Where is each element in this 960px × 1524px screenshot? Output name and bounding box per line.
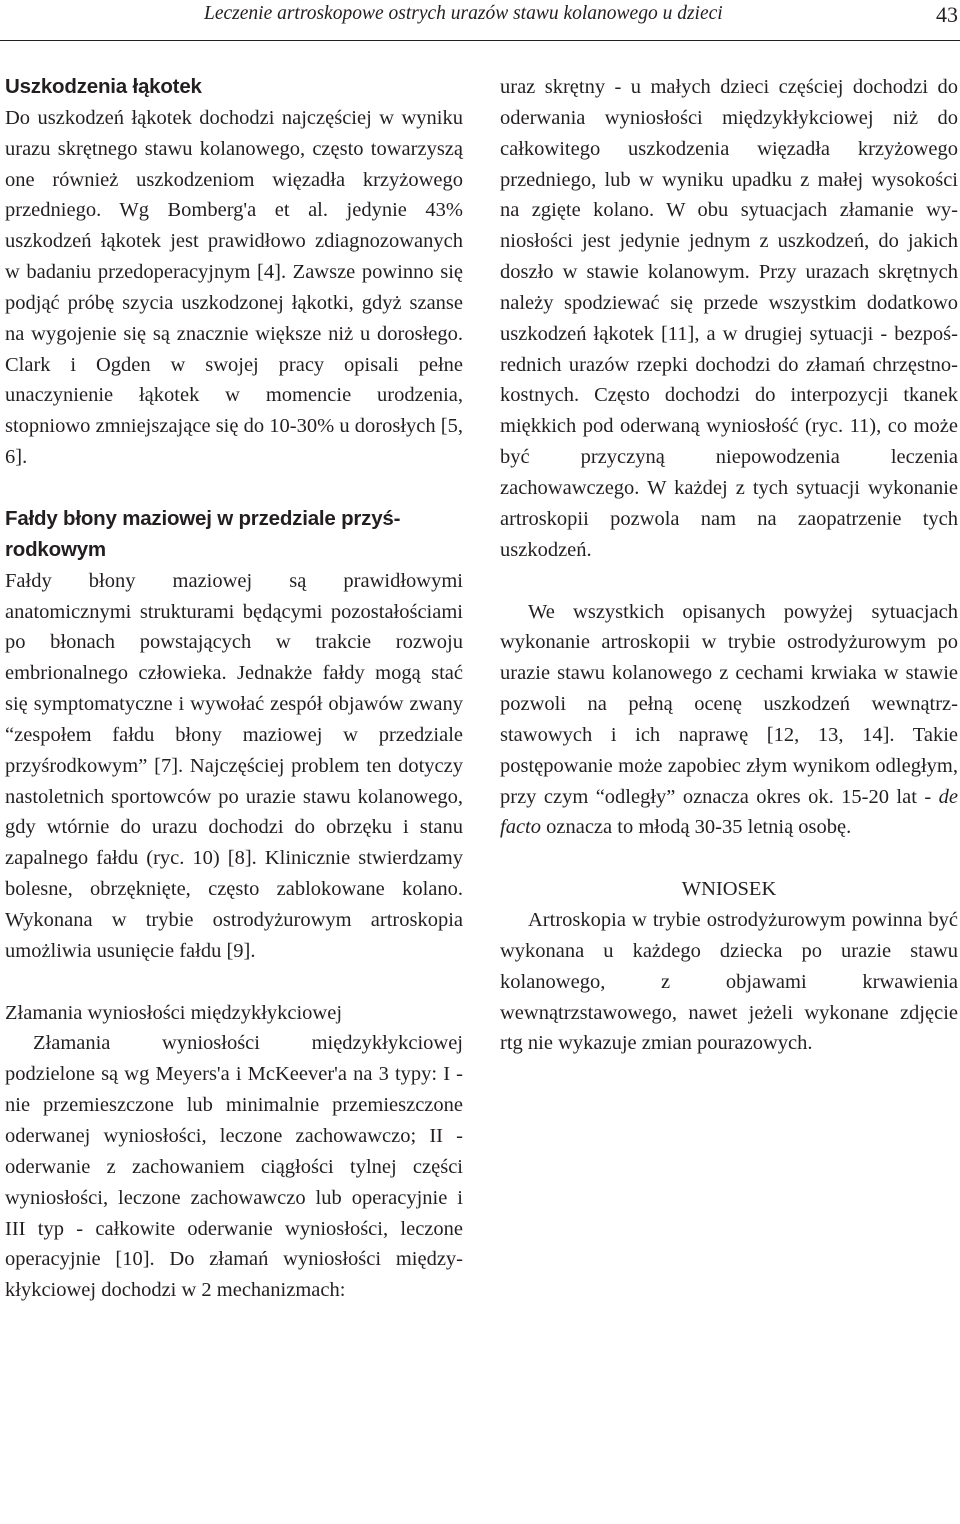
paragraph-conclusion: Artroskopia w trybie ostrodyżurowym powinna być wykonana u każdego dziecka po urazie stawu kolanowego, z objawami krwawienia wewnątrzstawowego, nawet jeżeli wykonane zdjęcie rtg nie wykazuje zmian pourazowych. xyxy=(500,909,958,1055)
section-gap xyxy=(5,967,463,998)
running-header-title: Leczenie artroskopowe ostrych urazów stawu kolanowego u dzieci xyxy=(204,3,723,24)
section-gap xyxy=(500,843,958,874)
section-synovial-fold xyxy=(5,504,463,967)
section-heading-synovial-fold: Fałdy błony maziowej w przedziale przyśrodkowym xyxy=(5,506,401,561)
left-column xyxy=(5,72,463,1306)
paragraph-fracture-continued: uraz skrętny - u małych dzieci częściej dochodzi do oderwania wyniosłości międzykłykciowej niż do całkowitego uszkodzenia więzadła krzyżowego przedniego, lub w wyniku upadku z małej wysokości na zgięte kolano. W obu sytuacjach złamanie wyniosłości jest jedynie jednym z uszkodzeń, do jakich doszło w stawie kolanowym. Przy urazach skrętnych należy spodziewać się przede wszystkim dodatkowo uszkodzeń łąkotek [11], a w drugiej sytuacji - bezpośrednich urazów rzepki dochodzi do złamań chrzęstno-kostnych. Często dochodzi do interpozycji tkanek miękkich pod oderwaną wyniosłość (ryc. 11), co może być przyczyną niepowodzenia leczenia zachowawczego. W każdej z tych sytuacji wykonanie artroskopii pozwola nam na zaopatrzenie tych uszkodzeń. xyxy=(500,76,958,561)
section-meniscus xyxy=(5,72,463,473)
paragraph-synovial-fold: Fałdy błony maziowej są prawidłowymi anatomicznymi strukturami będącymi pozostałościami po błonach powstających w trakcie rozwoju embrionalnego człowieka. Jednakże fałdy mogą stać się symptomatyczne i wywołać zespół objawów zwany “zespołem fałdu błony maziowej w przedziale przyśrodkowym” [7]. Najczęściej problem ten dotyczy nastoletnich sportowców po urazie stawu kolanowego, gdy wtórnie do urazu dochodzi do obrzęku i stanu zapalnego fałdu (ryc. 10) [8]. Klinicznie stwierdzamy bolesne, obrzęknięte, często zablokowane kolano. Wykonana w trybie ostrodyżurowym artroskopia umożliwia usunięcie fałdu [9]. xyxy=(5,569,463,962)
header-rule xyxy=(0,40,960,41)
conclusion-heading: WNIOSEK xyxy=(681,878,777,901)
section-fracture xyxy=(5,998,463,1306)
page-number: 43 xyxy=(936,2,958,27)
section-conclusion xyxy=(500,874,958,1059)
section-gap xyxy=(500,566,958,597)
section-heading-fracture: Złamania wyniosłości międzykłykciowej xyxy=(5,1001,343,1024)
summary-text-part1: We wszystkich opisanych powyżej sytuacjach wykonanie artroskopii w trybie ostrodyżurowym po urazie stawu kolanowego z cechami krwiaka w stawie pozwoli na pełną ocenę uszkodzeń wewnątrzstawowych i ich naprawę [12, 13, 14]. Takie postępowanie może zapobiec złym wynikom odległym, przy czym “odległy” oznacza okres ok. 15-20 lat - xyxy=(500,600,958,808)
paragraph-summary xyxy=(500,597,958,844)
summary-text-part2: oznacza to młodą 30-35 letnią osobę. xyxy=(546,816,852,839)
paragraph-meniscus: Do uszkodzeń łąkotek dochodzi najczęściej w wyniku urazu skrętnego stawu kolanowego, często towarzyszą one również uszkodzeniom więzadła krzyżowego przedniego. Wg Bomberg'a et al. jedynie 43% uszkodzeń łąkotek jest prawidłowo zdiagnozowanych w badaniu przedoperacyjnym [4]. Zawsze powinno się podjąć próbę szycia uszkodzonej łąkotki, gdyż szanse na wygojenie się są znacznie większe niż u dorosłego. Clark i Ogden w swojej pracy opisali pełne unaczynienie łąkotek w momencie urodzenia, stopniowo zmniejszające się do 10-30% u dorosłych [5, 6]. xyxy=(5,106,463,469)
paragraph-fracture: Złamania wyniosłości międzykłykciowej podzielone są wg Meyers'a i McKeever'a na 3 typy: I - nie przemieszczone lub minimalnie przemieszczone oderwanej wyniosłości, leczone zachowawczo; II - oderwanie z zachowaniem ciągłości tylnej części wyniosłości, leczone zachowawczo lub operacyjnie i III typ - całkowite oderwanie wyniosłości, leczone operacyjnie [10]. Do złamań wyniosłości międzykłykciowej dochodzi w 2 mechanizmach: xyxy=(5,1032,463,1302)
right-column xyxy=(500,72,958,1059)
running-header xyxy=(0,0,960,40)
summary-italic-term: de facto xyxy=(500,785,958,839)
section-heading-meniscus: Uszkodzenia łąkotek xyxy=(5,75,202,98)
section-gap xyxy=(5,473,463,504)
